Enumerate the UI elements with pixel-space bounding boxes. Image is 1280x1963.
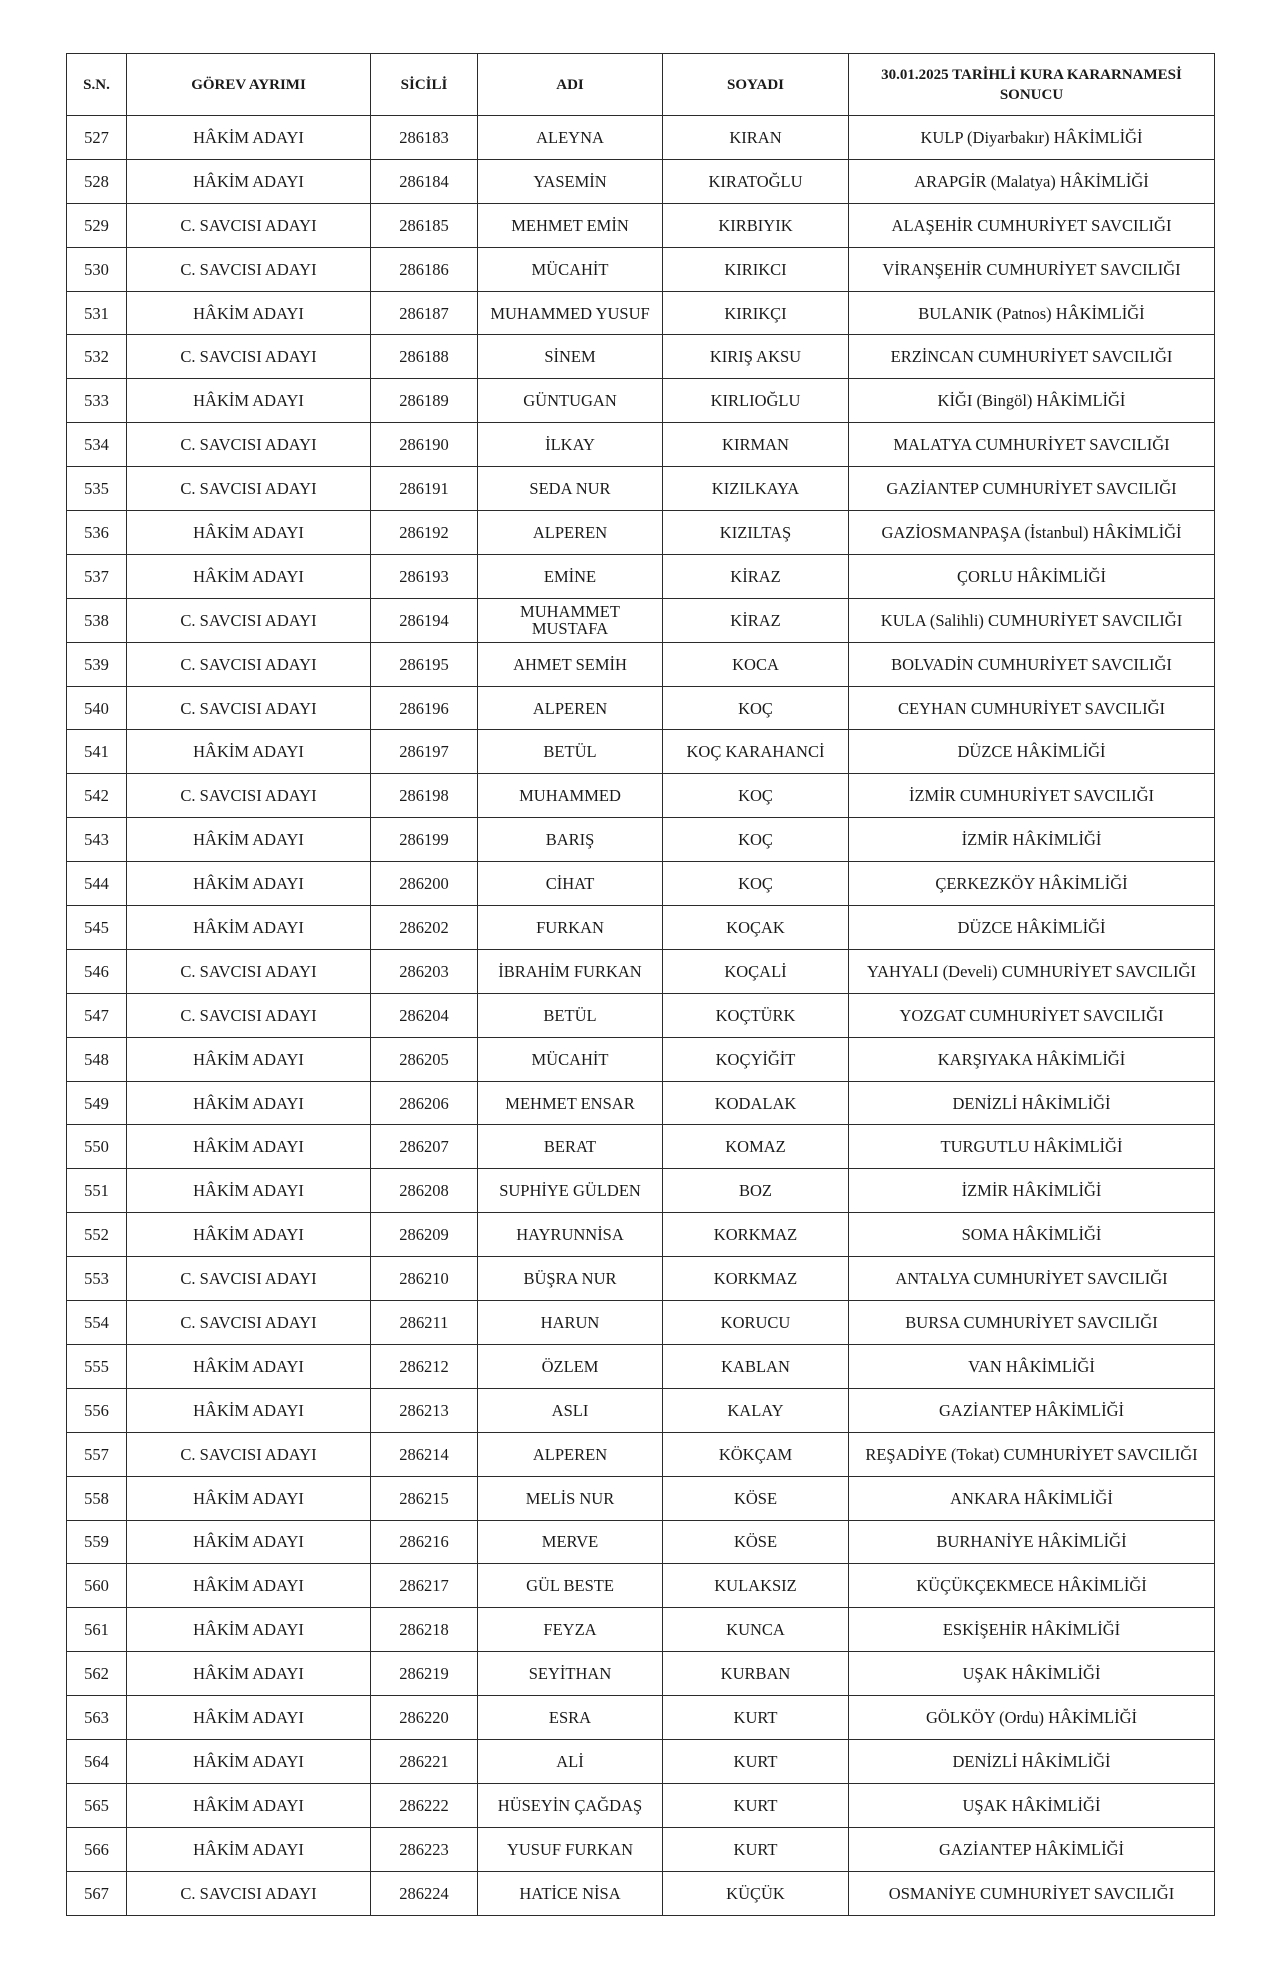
cell-kura-sonucu: VAN HÂKİMLİĞİ <box>849 1344 1215 1388</box>
cell-kura-sonucu: UŞAK HÂKİMLİĞİ <box>849 1652 1215 1696</box>
cell-kura-sonucu: DENİZLİ HÂKİMLİĞİ <box>849 1081 1215 1125</box>
cell-adi: ALEYNA <box>478 116 663 160</box>
table-row <box>67 1783 1215 1827</box>
cell-soyadi: KÜÇÜK <box>663 1871 849 1915</box>
cell-sn: 558 <box>67 1476 127 1520</box>
cell-sn: 547 <box>67 993 127 1037</box>
cell-soyadi: KIRBIYIK <box>663 203 849 247</box>
cell-sn: 540 <box>67 686 127 730</box>
cell-soyadi: KODALAK <box>663 1081 849 1125</box>
cell-gorev-ayrimi: C. SAVCISI ADAYI <box>127 774 371 818</box>
cell-adi: CİHAT <box>478 862 663 906</box>
cell-gorev-ayrimi: HÂKİM ADAYI <box>127 1213 371 1257</box>
cell-kura-sonucu: KİĞI (Bingöl) HÂKİMLİĞİ <box>849 379 1215 423</box>
cell-sicil: 286200 <box>371 862 478 906</box>
cell-gorev-ayrimi: HÂKİM ADAYI <box>127 1564 371 1608</box>
table-header <box>67 54 1215 116</box>
table-row <box>67 1213 1215 1257</box>
cell-soyadi: BOZ <box>663 1169 849 1213</box>
cell-sicil: 286194 <box>371 598 478 642</box>
cell-adi: ALPEREN <box>478 511 663 555</box>
cell-sn: 565 <box>67 1783 127 1827</box>
cell-adi: YASEMİN <box>478 159 663 203</box>
cell-gorev-ayrimi: HÂKİM ADAYI <box>127 1608 371 1652</box>
cell-sn: 533 <box>67 379 127 423</box>
cell-sn: 529 <box>67 203 127 247</box>
cell-sicil: 286186 <box>371 247 478 291</box>
cell-soyadi: KIRIKÇI <box>663 291 849 335</box>
cell-gorev-ayrimi: HÂKİM ADAYI <box>127 291 371 335</box>
table-row <box>67 949 1215 993</box>
results-table <box>66 53 1215 1916</box>
cell-sn: 542 <box>67 774 127 818</box>
cell-sn: 556 <box>67 1388 127 1432</box>
table-row <box>67 247 1215 291</box>
cell-soyadi: KOÇ <box>663 862 849 906</box>
cell-soyadi: KİRAZ <box>663 598 849 642</box>
cell-soyadi: KIZILKAYA <box>663 467 849 511</box>
cell-soyadi: KOÇTÜRK <box>663 993 849 1037</box>
cell-gorev-ayrimi: C. SAVCISI ADAYI <box>127 247 371 291</box>
cell-adi: MÜCAHİT <box>478 1037 663 1081</box>
cell-sn: 538 <box>67 598 127 642</box>
cell-sn: 559 <box>67 1520 127 1564</box>
cell-soyadi: KOÇ <box>663 818 849 862</box>
cell-adi: HATİCE NİSA <box>478 1871 663 1915</box>
cell-sicil: 286197 <box>371 730 478 774</box>
cell-kura-sonucu: DÜZCE HÂKİMLİĞİ <box>849 906 1215 950</box>
cell-sn: 532 <box>67 335 127 379</box>
cell-adi: ÖZLEM <box>478 1344 663 1388</box>
cell-soyadi: KÖKÇAM <box>663 1432 849 1476</box>
cell-sicil: 286202 <box>371 906 478 950</box>
table-row <box>67 730 1215 774</box>
cell-gorev-ayrimi: C. SAVCISI ADAYI <box>127 1257 371 1301</box>
cell-sicil: 286204 <box>371 993 478 1037</box>
cell-sn: 545 <box>67 906 127 950</box>
cell-kura-sonucu: ERZİNCAN CUMHURİYET SAVCILIĞI <box>849 335 1215 379</box>
cell-sn: 554 <box>67 1301 127 1345</box>
cell-sicil: 286195 <box>371 642 478 686</box>
cell-gorev-ayrimi: C. SAVCISI ADAYI <box>127 203 371 247</box>
cell-adi: GÜL BESTE <box>478 1564 663 1608</box>
cell-soyadi: KABLAN <box>663 1344 849 1388</box>
cell-sn: 551 <box>67 1169 127 1213</box>
table-row <box>67 291 1215 335</box>
cell-sn: 543 <box>67 818 127 862</box>
cell-soyadi: KÖSE <box>663 1520 849 1564</box>
cell-gorev-ayrimi: HÂKİM ADAYI <box>127 1125 371 1169</box>
cell-adi: BETÜL <box>478 730 663 774</box>
cell-gorev-ayrimi: C. SAVCISI ADAYI <box>127 335 371 379</box>
cell-adi: MUHAMMET MUSTAFA <box>478 598 663 642</box>
cell-gorev-ayrimi: HÂKİM ADAYI <box>127 1696 371 1740</box>
cell-gorev-ayrimi: C. SAVCISI ADAYI <box>127 949 371 993</box>
header-sicil: SİCİLİ <box>371 54 478 116</box>
cell-soyadi: KÖSE <box>663 1476 849 1520</box>
cell-soyadi: KIZILTAŞ <box>663 511 849 555</box>
cell-kura-sonucu: ÇERKEZKÖY HÂKİMLİĞİ <box>849 862 1215 906</box>
cell-kura-sonucu: VİRANŞEHİR CUMHURİYET SAVCILIĞI <box>849 247 1215 291</box>
cell-adi: FEYZA <box>478 1608 663 1652</box>
cell-sn: 534 <box>67 423 127 467</box>
cell-kura-sonucu: GAZİOSMANPAŞA (İstanbul) HÂKİMLİĞİ <box>849 511 1215 555</box>
cell-sn: 561 <box>67 1608 127 1652</box>
cell-adi: MEHMET ENSAR <box>478 1081 663 1125</box>
cell-sn: 528 <box>67 159 127 203</box>
table-row <box>67 423 1215 467</box>
cell-adi: SEYİTHAN <box>478 1652 663 1696</box>
cell-kura-sonucu: DÜZCE HÂKİMLİĞİ <box>849 730 1215 774</box>
table-row <box>67 1432 1215 1476</box>
table-row <box>67 1476 1215 1520</box>
cell-kura-sonucu: TURGUTLU HÂKİMLİĞİ <box>849 1125 1215 1169</box>
table-row <box>67 993 1215 1037</box>
cell-adi: AHMET SEMİH <box>478 642 663 686</box>
cell-gorev-ayrimi: C. SAVCISI ADAYI <box>127 1432 371 1476</box>
table-row <box>67 1257 1215 1301</box>
cell-sicil: 286219 <box>371 1652 478 1696</box>
cell-sicil: 286213 <box>371 1388 478 1432</box>
cell-sn: 553 <box>67 1257 127 1301</box>
cell-adi: HÜSEYİN ÇAĞDAŞ <box>478 1783 663 1827</box>
cell-sicil: 286184 <box>371 159 478 203</box>
cell-sn: 567 <box>67 1871 127 1915</box>
cell-kura-sonucu: İZMİR CUMHURİYET SAVCILIĞI <box>849 774 1215 818</box>
cell-sicil: 286220 <box>371 1696 478 1740</box>
cell-adi: İLKAY <box>478 423 663 467</box>
cell-kura-sonucu: KULA (Salihli) CUMHURİYET SAVCILIĞI <box>849 598 1215 642</box>
cell-soyadi: KUNCA <box>663 1608 849 1652</box>
cell-kura-sonucu: ANKARA HÂKİMLİĞİ <box>849 1476 1215 1520</box>
cell-sn: 552 <box>67 1213 127 1257</box>
table-body <box>67 116 1215 1916</box>
cell-kura-sonucu: ARAPGİR (Malatya) HÂKİMLİĞİ <box>849 159 1215 203</box>
cell-sicil: 286212 <box>371 1344 478 1388</box>
cell-kura-sonucu: BURHANİYE HÂKİMLİĞİ <box>849 1520 1215 1564</box>
cell-sn: 563 <box>67 1696 127 1740</box>
cell-sn: 537 <box>67 554 127 598</box>
cell-sicil: 286206 <box>371 1081 478 1125</box>
cell-soyadi: KIRATOĞLU <box>663 159 849 203</box>
cell-adi: MÜCAHİT <box>478 247 663 291</box>
cell-gorev-ayrimi: HÂKİM ADAYI <box>127 1827 371 1871</box>
cell-sn: 544 <box>67 862 127 906</box>
table-row <box>67 1301 1215 1345</box>
cell-soyadi: KIRLIOĞLU <box>663 379 849 423</box>
cell-sicil: 286196 <box>371 686 478 730</box>
table-row <box>67 1520 1215 1564</box>
cell-gorev-ayrimi: HÂKİM ADAYI <box>127 116 371 160</box>
cell-sicil: 286199 <box>371 818 478 862</box>
cell-sicil: 286222 <box>371 1783 478 1827</box>
cell-adi: BARIŞ <box>478 818 663 862</box>
table-row <box>67 906 1215 950</box>
cell-gorev-ayrimi: HÂKİM ADAYI <box>127 1388 371 1432</box>
cell-soyadi: KIRAN <box>663 116 849 160</box>
cell-sicil: 286183 <box>371 116 478 160</box>
table-row <box>67 686 1215 730</box>
cell-sn: 536 <box>67 511 127 555</box>
cell-sicil: 286216 <box>371 1520 478 1564</box>
table-row <box>67 1871 1215 1915</box>
cell-gorev-ayrimi: HÂKİM ADAYI <box>127 906 371 950</box>
cell-kura-sonucu: İZMİR HÂKİMLİĞİ <box>849 818 1215 862</box>
cell-adi: SEDA NUR <box>478 467 663 511</box>
cell-soyadi: KİRAZ <box>663 554 849 598</box>
table-row <box>67 1739 1215 1783</box>
cell-gorev-ayrimi: HÂKİM ADAYI <box>127 159 371 203</box>
cell-soyadi: KURBAN <box>663 1652 849 1696</box>
cell-gorev-ayrimi: HÂKİM ADAYI <box>127 511 371 555</box>
cell-gorev-ayrimi: C. SAVCISI ADAYI <box>127 1871 371 1915</box>
cell-adi: İBRAHİM FURKAN <box>478 949 663 993</box>
cell-soyadi: KOÇ <box>663 686 849 730</box>
cell-gorev-ayrimi: HÂKİM ADAYI <box>127 1037 371 1081</box>
cell-sicil: 286189 <box>371 379 478 423</box>
header-soyadi: SOYADI <box>663 54 849 116</box>
cell-kura-sonucu: REŞADİYE (Tokat) CUMHURİYET SAVCILIĞI <box>849 1432 1215 1476</box>
cell-adi: YUSUF FURKAN <box>478 1827 663 1871</box>
table-row <box>67 467 1215 511</box>
cell-sn: 546 <box>67 949 127 993</box>
table-row <box>67 1564 1215 1608</box>
cell-sn: 549 <box>67 1081 127 1125</box>
table-row <box>67 1037 1215 1081</box>
cell-kura-sonucu: GAZİANTEP HÂKİMLİĞİ <box>849 1388 1215 1432</box>
cell-soyadi: KURT <box>663 1827 849 1871</box>
cell-gorev-ayrimi: C. SAVCISI ADAYI <box>127 1301 371 1345</box>
cell-adi: ALPEREN <box>478 686 663 730</box>
table-row <box>67 642 1215 686</box>
cell-gorev-ayrimi: HÂKİM ADAYI <box>127 1169 371 1213</box>
cell-sicil: 286211 <box>371 1301 478 1345</box>
cell-adi: MERVE <box>478 1520 663 1564</box>
cell-sicil: 286187 <box>371 291 478 335</box>
cell-gorev-ayrimi: C. SAVCISI ADAYI <box>127 598 371 642</box>
cell-kura-sonucu: ANTALYA CUMHURİYET SAVCILIĞI <box>849 1257 1215 1301</box>
cell-sn: 541 <box>67 730 127 774</box>
cell-adi: SİNEM <box>478 335 663 379</box>
cell-adi: MEHMET EMİN <box>478 203 663 247</box>
cell-sn: 550 <box>67 1125 127 1169</box>
table-row <box>67 774 1215 818</box>
cell-sicil: 286218 <box>371 1608 478 1652</box>
cell-kura-sonucu: UŞAK HÂKİMLİĞİ <box>849 1783 1215 1827</box>
cell-kura-sonucu: DENİZLİ HÂKİMLİĞİ <box>849 1739 1215 1783</box>
cell-soyadi: KIRIKCI <box>663 247 849 291</box>
cell-sicil: 286223 <box>371 1827 478 1871</box>
table-row <box>67 1696 1215 1740</box>
cell-soyadi: KULAKSIZ <box>663 1564 849 1608</box>
cell-sn: 539 <box>67 642 127 686</box>
cell-adi: MELİS NUR <box>478 1476 663 1520</box>
cell-kura-sonucu: ÇORLU HÂKİMLİĞİ <box>849 554 1215 598</box>
cell-gorev-ayrimi: HÂKİM ADAYI <box>127 554 371 598</box>
cell-gorev-ayrimi: HÂKİM ADAYI <box>127 730 371 774</box>
header-adi: ADI <box>478 54 663 116</box>
cell-kura-sonucu: OSMANİYE CUMHURİYET SAVCILIĞI <box>849 1871 1215 1915</box>
cell-sicil: 286188 <box>371 335 478 379</box>
table-row <box>67 818 1215 862</box>
cell-sicil: 286210 <box>371 1257 478 1301</box>
table-row <box>67 598 1215 642</box>
table-row <box>67 1169 1215 1213</box>
table-row <box>67 1827 1215 1871</box>
cell-gorev-ayrimi: HÂKİM ADAYI <box>127 1739 371 1783</box>
cell-sicil: 286193 <box>371 554 478 598</box>
cell-adi: MUHAMMED <box>478 774 663 818</box>
cell-sicil: 286190 <box>371 423 478 467</box>
table-row <box>67 159 1215 203</box>
cell-soyadi: KIRIŞ AKSU <box>663 335 849 379</box>
cell-kura-sonucu: ALAŞEHİR CUMHURİYET SAVCILIĞI <box>849 203 1215 247</box>
cell-gorev-ayrimi: C. SAVCISI ADAYI <box>127 686 371 730</box>
cell-sn: 527 <box>67 116 127 160</box>
cell-soyadi: KORKMAZ <box>663 1213 849 1257</box>
cell-soyadi: KOÇ <box>663 774 849 818</box>
cell-kura-sonucu: KÜÇÜKÇEKMECE HÂKİMLİĞİ <box>849 1564 1215 1608</box>
cell-sicil: 286191 <box>371 467 478 511</box>
table-row <box>67 1344 1215 1388</box>
cell-gorev-ayrimi: HÂKİM ADAYI <box>127 1344 371 1388</box>
cell-kura-sonucu: BULANIK (Patnos) HÂKİMLİĞİ <box>849 291 1215 335</box>
table-row <box>67 1608 1215 1652</box>
cell-sicil: 286215 <box>371 1476 478 1520</box>
cell-sn: 564 <box>67 1739 127 1783</box>
cell-soyadi: KURT <box>663 1696 849 1740</box>
cell-adi: EMİNE <box>478 554 663 598</box>
cell-adi: ESRA <box>478 1696 663 1740</box>
cell-soyadi: KOMAZ <box>663 1125 849 1169</box>
cell-adi: BERAT <box>478 1125 663 1169</box>
cell-kura-sonucu: MALATYA CUMHURİYET SAVCILIĞI <box>849 423 1215 467</box>
cell-sn: 531 <box>67 291 127 335</box>
cell-gorev-ayrimi: C. SAVCISI ADAYI <box>127 993 371 1037</box>
cell-soyadi: KOÇYİĞİT <box>663 1037 849 1081</box>
cell-kura-sonucu: KULP (Diyarbakır) HÂKİMLİĞİ <box>849 116 1215 160</box>
cell-gorev-ayrimi: HÂKİM ADAYI <box>127 1476 371 1520</box>
cell-sicil: 286185 <box>371 203 478 247</box>
cell-sn: 548 <box>67 1037 127 1081</box>
cell-kura-sonucu: İZMİR HÂKİMLİĞİ <box>849 1169 1215 1213</box>
cell-soyadi: KORKMAZ <box>663 1257 849 1301</box>
header-row <box>67 54 1215 116</box>
cell-sn: 566 <box>67 1827 127 1871</box>
cell-soyadi: KALAY <box>663 1388 849 1432</box>
cell-adi: BÜŞRA NUR <box>478 1257 663 1301</box>
table-row <box>67 1388 1215 1432</box>
cell-adi: SUPHİYE GÜLDEN <box>478 1169 663 1213</box>
table-row <box>67 1125 1215 1169</box>
cell-sn: 530 <box>67 247 127 291</box>
cell-sn: 557 <box>67 1432 127 1476</box>
cell-adi: ALPEREN <box>478 1432 663 1476</box>
cell-adi: FURKAN <box>478 906 663 950</box>
results-table-container <box>66 53 1214 1916</box>
cell-sicil: 286209 <box>371 1213 478 1257</box>
cell-sicil: 286217 <box>371 1564 478 1608</box>
cell-gorev-ayrimi: HÂKİM ADAYI <box>127 818 371 862</box>
cell-kura-sonucu: BURSA CUMHURİYET SAVCILIĞI <box>849 1301 1215 1345</box>
cell-adi: GÜNTUGAN <box>478 379 663 423</box>
cell-gorev-ayrimi: HÂKİM ADAYI <box>127 1520 371 1564</box>
cell-kura-sonucu: YAHYALI (Develi) CUMHURİYET SAVCILIĞI <box>849 949 1215 993</box>
cell-kura-sonucu: GAZİANTEP HÂKİMLİĞİ <box>849 1827 1215 1871</box>
cell-kura-sonucu: BOLVADİN CUMHURİYET SAVCILIĞI <box>849 642 1215 686</box>
cell-sicil: 286214 <box>371 1432 478 1476</box>
cell-gorev-ayrimi: C. SAVCISI ADAYI <box>127 423 371 467</box>
cell-soyadi: KOÇALİ <box>663 949 849 993</box>
table-row <box>67 511 1215 555</box>
cell-adi: HAYRUNNİSA <box>478 1213 663 1257</box>
cell-adi: BETÜL <box>478 993 663 1037</box>
cell-kura-sonucu: YOZGAT CUMHURİYET SAVCILIĞI <box>849 993 1215 1037</box>
cell-kura-sonucu: KARŞIYAKA HÂKİMLİĞİ <box>849 1037 1215 1081</box>
cell-sn: 560 <box>67 1564 127 1608</box>
cell-adi: HARUN <box>478 1301 663 1345</box>
cell-soyadi: KORUCU <box>663 1301 849 1345</box>
cell-gorev-ayrimi: HÂKİM ADAYI <box>127 379 371 423</box>
cell-soyadi: KOCA <box>663 642 849 686</box>
cell-soyadi: KOÇ KARAHANCİ <box>663 730 849 774</box>
table-row <box>67 379 1215 423</box>
table-row <box>67 116 1215 160</box>
table-row <box>67 862 1215 906</box>
cell-sn: 562 <box>67 1652 127 1696</box>
cell-soyadi: KIRMAN <box>663 423 849 467</box>
table-row <box>67 335 1215 379</box>
cell-kura-sonucu: GAZİANTEP CUMHURİYET SAVCILIĞI <box>849 467 1215 511</box>
cell-sicil: 286198 <box>371 774 478 818</box>
cell-adi: ASLI <box>478 1388 663 1432</box>
cell-sicil: 286192 <box>371 511 478 555</box>
header-sn: S.N. <box>67 54 127 116</box>
cell-sicil: 286205 <box>371 1037 478 1081</box>
cell-sicil: 286203 <box>371 949 478 993</box>
cell-kura-sonucu: SOMA HÂKİMLİĞİ <box>849 1213 1215 1257</box>
cell-sn: 535 <box>67 467 127 511</box>
cell-sicil: 286207 <box>371 1125 478 1169</box>
cell-adi: ALİ <box>478 1739 663 1783</box>
cell-gorev-ayrimi: HÂKİM ADAYI <box>127 1081 371 1125</box>
cell-gorev-ayrimi: C. SAVCISI ADAYI <box>127 642 371 686</box>
cell-gorev-ayrimi: HÂKİM ADAYI <box>127 1783 371 1827</box>
cell-gorev-ayrimi: HÂKİM ADAYI <box>127 1652 371 1696</box>
cell-kura-sonucu: ESKİŞEHİR HÂKİMLİĞİ <box>849 1608 1215 1652</box>
cell-gorev-ayrimi: C. SAVCISI ADAYI <box>127 467 371 511</box>
table-row <box>67 1652 1215 1696</box>
cell-soyadi: KURT <box>663 1783 849 1827</box>
table-row <box>67 554 1215 598</box>
cell-sicil: 286224 <box>371 1871 478 1915</box>
table-row <box>67 203 1215 247</box>
cell-sicil: 286221 <box>371 1739 478 1783</box>
header-gorev-ayrimi: GÖREV AYRIMI <box>127 54 371 116</box>
cell-sn: 555 <box>67 1344 127 1388</box>
cell-kura-sonucu: GÖLKÖY (Ordu) HÂKİMLİĞİ <box>849 1696 1215 1740</box>
cell-sicil: 286208 <box>371 1169 478 1213</box>
header-kura-sonucu: 30.01.2025 TARİHLİ KURA KARARNAMESİ SONUCU <box>849 54 1215 116</box>
cell-adi: MUHAMMED YUSUF <box>478 291 663 335</box>
cell-gorev-ayrimi: HÂKİM ADAYI <box>127 862 371 906</box>
table-row <box>67 1081 1215 1125</box>
cell-soyadi: KOÇAK <box>663 906 849 950</box>
cell-kura-sonucu: CEYHAN CUMHURİYET SAVCILIĞI <box>849 686 1215 730</box>
cell-soyadi: KURT <box>663 1739 849 1783</box>
